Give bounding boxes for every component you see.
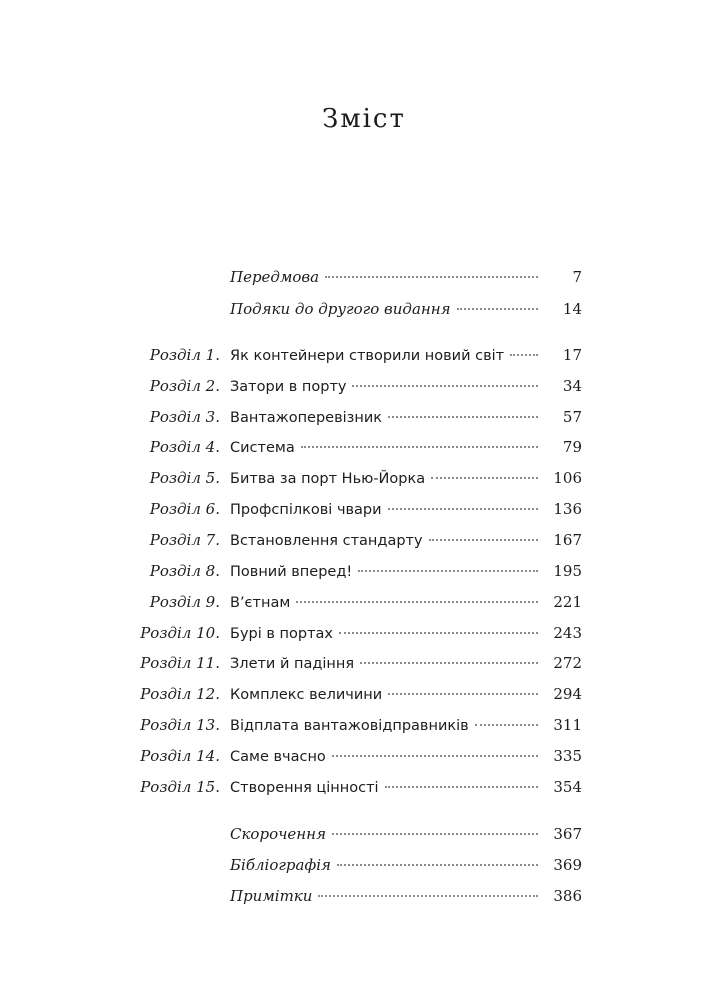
chapter-page: 167 (553, 531, 582, 549)
chapter-label: Розділ 6. (149, 500, 220, 518)
toc-entry-notes[interactable] (0, 884, 728, 908)
toc-chapter-6[interactable] (0, 497, 728, 521)
toc-chapter-10[interactable] (0, 621, 728, 645)
dot-leader (431, 477, 538, 479)
toc-entry-body (230, 682, 582, 706)
dot-leader (388, 416, 538, 418)
chapter-title: Вантажоперевізник (230, 410, 383, 426)
chapter-page: 354 (553, 778, 582, 796)
chapter-title: Затори в порту (230, 379, 347, 395)
dot-leader (325, 276, 538, 278)
toc-entry-body (230, 497, 582, 521)
toc-entry-preface[interactable] (0, 265, 728, 289)
chapter-label: Розділ 4. (149, 438, 220, 456)
chapter-page: 34 (562, 377, 582, 395)
dot-leader (457, 308, 538, 310)
dot-leader (301, 446, 538, 448)
chapter-label: Розділ 15. (140, 778, 220, 796)
toc-entry-body (230, 559, 582, 583)
chapter-title: В’єтнам (230, 595, 291, 611)
toc-chapter-4[interactable] (0, 435, 728, 459)
chapter-page: 195 (553, 562, 582, 580)
toc-chapter-14[interactable] (0, 744, 728, 768)
chapter-title: Відплата вантажовідправників (230, 718, 469, 734)
chapter-label: Розділ 3. (149, 408, 220, 426)
toc-entry-body (230, 405, 582, 429)
toc-entry-title: Бібліографія (230, 856, 331, 874)
toc-entry-page: 386 (553, 887, 582, 905)
toc-entry-acknowledgements[interactable] (0, 297, 728, 321)
chapter-page: 221 (553, 593, 582, 611)
chapter-title: Бурі в портах (230, 626, 333, 642)
toc-entry-title: Примітки (230, 887, 313, 905)
dot-leader (332, 755, 538, 757)
chapter-label: Розділ 13. (140, 716, 220, 734)
chapter-title: Комплекс величини (230, 687, 383, 703)
toc-entry-body (230, 621, 582, 645)
dot-leader (360, 662, 538, 664)
toc-chapter-2[interactable] (0, 374, 728, 398)
chapter-page: 136 (553, 500, 582, 518)
dot-leader (429, 539, 538, 541)
chapter-label: Розділ 14. (140, 747, 220, 765)
dot-leader (475, 724, 538, 726)
page-title: Зміст (322, 104, 406, 134)
chapter-page: 106 (553, 469, 582, 487)
toc-entry-body (230, 528, 582, 552)
chapter-page: 79 (562, 438, 582, 456)
toc-entry-abbreviations[interactable] (0, 822, 728, 846)
chapter-label: Розділ 8. (149, 562, 220, 580)
toc-entry-title: Подяки до другого видання (230, 300, 451, 318)
toc-entry-body (230, 590, 582, 614)
toc-chapter-9[interactable] (0, 590, 728, 614)
toc-entry-body (230, 297, 582, 321)
dot-leader (510, 354, 538, 356)
dot-leader (352, 385, 538, 387)
toc-chapter-3[interactable] (0, 405, 728, 429)
chapter-title: Битва за порт Нью-Йорка (230, 471, 426, 487)
chapter-title: Профспілкові чвари (230, 502, 382, 518)
chapter-page: 57 (562, 408, 582, 426)
toc-chapter-12[interactable] (0, 682, 728, 706)
chapter-label: Розділ 7. (149, 531, 220, 549)
dot-leader (388, 693, 538, 695)
toc-chapter-15[interactable] (0, 775, 728, 799)
chapter-label: Розділ 5. (149, 469, 220, 487)
chapter-page: 294 (553, 685, 582, 703)
toc-entry-body (230, 265, 582, 289)
chapter-page: 17 (562, 346, 582, 364)
dot-leader (318, 895, 538, 897)
toc-entry-page: 367 (553, 825, 582, 843)
toc-chapter-13[interactable] (0, 713, 728, 737)
toc-entry-page: 14 (562, 300, 582, 318)
chapter-page: 311 (553, 716, 582, 734)
chapter-label: Розділ 1. (149, 346, 220, 364)
chapter-label: Розділ 9. (149, 593, 220, 611)
chapter-title: Система (230, 440, 295, 456)
chapter-title: Створення цінності (230, 780, 379, 796)
toc-entry-body (230, 435, 582, 459)
toc-entry-bibliography[interactable] (0, 853, 728, 877)
chapter-title: Як контейнери створили новий світ (230, 348, 505, 364)
toc-entry-body (230, 744, 582, 768)
toc-entry-body (230, 775, 582, 799)
dot-leader (296, 601, 538, 603)
dot-leader (385, 786, 538, 788)
chapter-title: Встановлення стандарту (230, 533, 423, 549)
toc-entry-page: 369 (553, 856, 582, 874)
chapter-label: Розділ 10. (140, 624, 220, 642)
toc-entry-title: Передмова (230, 268, 320, 286)
dot-leader (339, 632, 538, 634)
toc-entry-page: 7 (572, 268, 582, 286)
toc-chapter-1[interactable] (0, 343, 728, 367)
chapter-page: 335 (553, 747, 582, 765)
chapter-page: 272 (553, 654, 582, 672)
toc-entry-body (230, 853, 582, 877)
toc-chapter-8[interactable] (0, 559, 728, 583)
chapter-page: 243 (553, 624, 582, 642)
chapter-title: Повний вперед! (230, 564, 353, 580)
dot-leader (358, 570, 538, 572)
toc-entry-body (230, 466, 582, 490)
toc-entry-body (230, 713, 582, 737)
chapter-label: Розділ 2. (149, 377, 220, 395)
chapter-title: Саме вчасно (230, 749, 326, 765)
chapter-label: Розділ 12. (140, 685, 220, 703)
dot-leader (337, 864, 538, 866)
toc-chapter-7[interactable] (0, 528, 728, 552)
dot-leader (388, 508, 538, 510)
toc-chapter-5[interactable] (0, 466, 728, 490)
toc-entry-title: Скорочення (230, 825, 326, 843)
toc-entry-body (230, 374, 582, 398)
chapter-label: Розділ 11. (140, 654, 220, 672)
dot-leader (332, 833, 538, 835)
toc-chapter-11[interactable] (0, 651, 728, 675)
toc-entry-body (230, 884, 582, 908)
toc-entry-body (230, 343, 582, 367)
chapter-title: Злети й падіння (230, 656, 355, 672)
toc-entry-body (230, 651, 582, 675)
toc-entry-body (230, 822, 582, 846)
